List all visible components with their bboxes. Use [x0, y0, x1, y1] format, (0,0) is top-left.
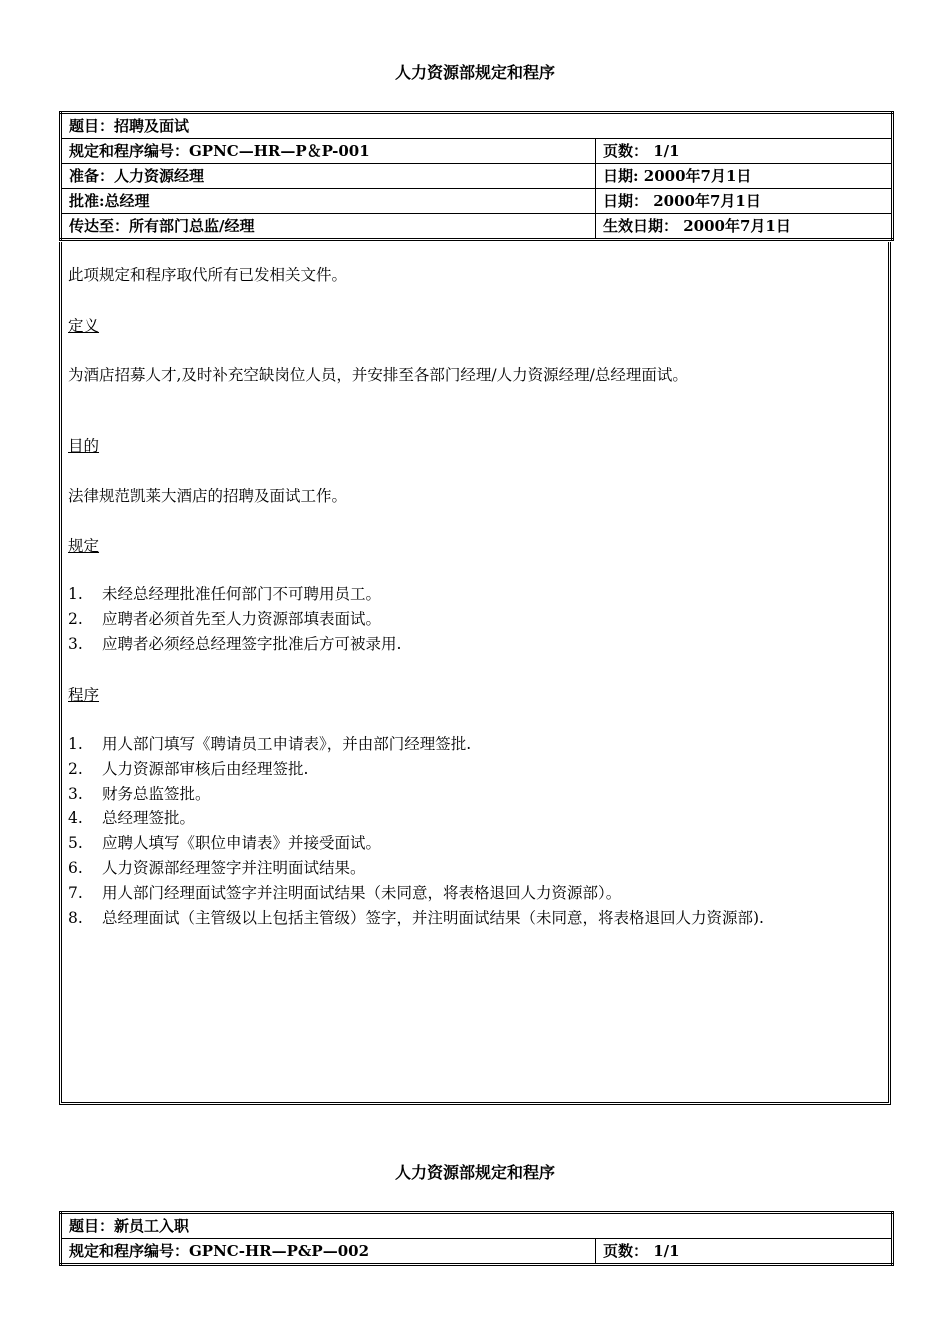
- list-item: [68, 806, 883, 831]
- header-table: [59, 1211, 894, 1266]
- approved-cell: 批准:总经理: [61, 189, 596, 214]
- list-item: [68, 782, 883, 807]
- list-item: [68, 632, 883, 657]
- list-item: [68, 856, 883, 881]
- list-number: 1.: [68, 735, 83, 753]
- list-number: 3.: [68, 635, 83, 653]
- list-number: 7.: [68, 884, 83, 902]
- list-text: 总经理签批。: [102, 809, 196, 827]
- purpose-text: 法律规范凯莱大酒店的招聘及面试工作。: [68, 487, 348, 505]
- list-text: 未经总经理批准任何部门不可聘用员工。: [102, 585, 382, 603]
- list-text: 财务总监签批。: [102, 785, 211, 803]
- intro-text: 此项规定和程序取代所有已发相关文件。: [68, 266, 348, 284]
- definition-text: 为酒店招募人才,及时补充空缺岗位人员，并安排至各部门经理/人力资源经理/总经理面试。: [68, 366, 688, 384]
- list-item: [68, 607, 883, 632]
- list-number: 6.: [68, 859, 83, 877]
- list-number: 1.: [68, 585, 83, 603]
- list-text: 人力资源部审核后由经理签批.: [102, 760, 309, 778]
- list-text: 人力资源部经理签字并注明面试结果。: [102, 859, 366, 877]
- list-text: 用人部门填写《聘请员工申请表》，并由部门经理签批.: [102, 735, 472, 753]
- list-text: 总经理面试（主管级以上包括主管级）签字，并注明面试结果（未同意，将表格退回人力资源部).: [102, 909, 764, 927]
- pages-cell: 页数： 1/1: [596, 139, 893, 164]
- approved-date-cell: 日期： 2000年7月1日: [596, 189, 893, 214]
- code-cell: 规定和程序编号：GPNC-HR—P&P—002: [61, 1239, 596, 1265]
- date-cell: 日期: 2000年7月1日: [596, 164, 893, 189]
- list-text: 用人部门经理面试签字并注明面试结果（未同意，将表格退回人力资源部）。: [102, 884, 622, 902]
- list-number: 5.: [68, 834, 83, 852]
- distribute-cell: 传达至：所有部门总监/经理: [61, 214, 596, 240]
- pages-cell: 页数： 1/1: [596, 1239, 893, 1265]
- list-text: 应聘者必须经总经理签字批准后方可被录用.: [102, 635, 402, 653]
- list-item: [68, 757, 883, 782]
- rules-heading: 规定: [68, 537, 100, 555]
- header-table: [59, 111, 894, 241]
- list-number: 2.: [68, 610, 83, 628]
- list-text: 应聘者必须首先至人力资源部填表面试。: [102, 610, 382, 628]
- list-item: [68, 831, 883, 856]
- list-text: 应聘人填写《职位申请表》并接受面试。: [102, 834, 382, 852]
- list-number: 2.: [68, 760, 83, 778]
- list-number: 3.: [68, 785, 83, 803]
- list-item: [68, 732, 883, 757]
- code-cell: 规定和程序编号：GPNC—HR—P＆P-001: [61, 139, 596, 164]
- purpose-heading: 目的: [68, 437, 100, 455]
- page-title: 人力资源部规定和程序: [394, 1163, 555, 1182]
- list-item: [68, 906, 883, 931]
- page-title: 人力资源部规定和程序: [394, 63, 555, 82]
- effective-date-cell: 生效日期： 2000年7月1日: [596, 214, 893, 240]
- definition-heading: 定义: [68, 317, 100, 335]
- list-item: [68, 881, 883, 906]
- list-item: [68, 582, 883, 607]
- subject-cell: 题目：新员工入职: [61, 1213, 893, 1239]
- list-number: 8.: [68, 909, 83, 927]
- procedure-heading: 程序: [68, 686, 100, 704]
- prepared-cell: 准备：人力资源经理: [61, 164, 596, 189]
- list-number: 4.: [68, 809, 83, 827]
- subject-cell: 题目：招聘及面试: [61, 113, 893, 139]
